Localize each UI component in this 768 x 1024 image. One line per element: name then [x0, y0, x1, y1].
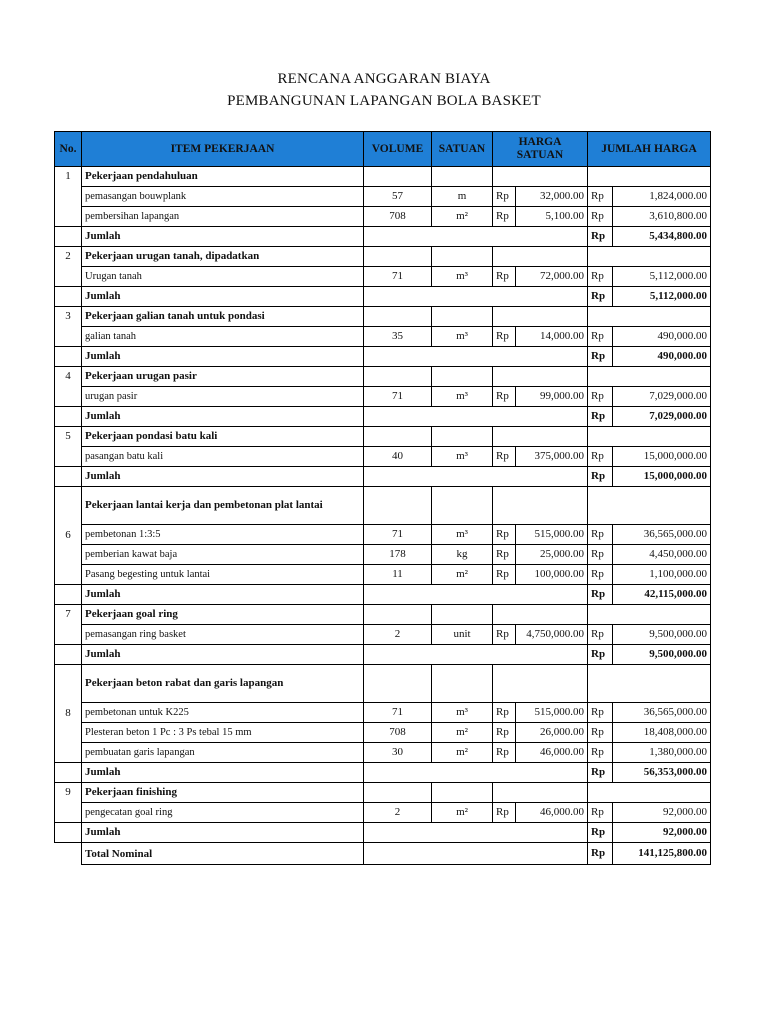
- subtotal-label: Jumlah: [82, 467, 364, 487]
- section-row: [55, 783, 711, 803]
- item-satuan: m: [432, 187, 493, 207]
- item-row: [55, 327, 711, 347]
- empty-cell: [364, 843, 588, 865]
- currency-label: Rp: [588, 407, 613, 427]
- item-jumlah-harga: 92,000.00: [613, 803, 711, 823]
- item-volume: 2: [364, 803, 432, 823]
- currency-label: Rp: [588, 723, 613, 743]
- item-harga-satuan: 46,000.00: [516, 803, 588, 823]
- header-item: ITEM PEKERJAAN: [82, 132, 364, 167]
- subtotal-row: [55, 763, 711, 783]
- section-row: [55, 367, 711, 387]
- item-harga-satuan: 46,000.00: [516, 743, 588, 763]
- currency-label: Rp: [588, 545, 613, 565]
- header-satuan: SATUAN: [432, 132, 493, 167]
- section-title: Pekerjaan pendahuluan: [82, 167, 364, 187]
- item-name: galian tanah: [82, 327, 364, 347]
- item-volume: 708: [364, 207, 432, 227]
- item-name: pembersihan lapangan: [82, 207, 364, 227]
- grand-total-label: Total Nominal: [82, 843, 364, 865]
- empty-cell: [364, 487, 432, 525]
- item-jumlah-harga: 3,610,800.00: [613, 207, 711, 227]
- currency-label: Rp: [493, 703, 516, 723]
- subtotal-row: [55, 467, 711, 487]
- empty-cell: [432, 247, 493, 267]
- table-body: [55, 167, 711, 865]
- currency-label: Rp: [588, 843, 613, 865]
- currency-label: Rp: [588, 187, 613, 207]
- item-volume: 2: [364, 625, 432, 645]
- title-line-2: PEMBANGUNAN LAPANGAN BOLA BASKET: [227, 93, 541, 109]
- section-title: Pekerjaan beton rabat dan garis lapangan: [82, 665, 364, 703]
- section-row: [55, 487, 711, 525]
- empty-cell: [364, 287, 588, 307]
- subtotal-value: 7,029,000.00: [613, 407, 711, 427]
- item-satuan: m³: [432, 387, 493, 407]
- currency-label: Rp: [588, 525, 613, 545]
- item-satuan: m²: [432, 723, 493, 743]
- currency-label: Rp: [588, 467, 613, 487]
- subtotal-label: Jumlah: [82, 645, 364, 665]
- currency-label: Rp: [588, 803, 613, 823]
- item-jumlah-harga: 1,824,000.00: [613, 187, 711, 207]
- subtotal-value: 5,112,000.00: [613, 287, 711, 307]
- empty-cell: [55, 823, 82, 843]
- currency-label: Rp: [588, 287, 613, 307]
- item-jumlah-harga: 36,565,000.00: [613, 525, 711, 545]
- item-jumlah-harga: 9,500,000.00: [613, 625, 711, 645]
- subtotal-label: Jumlah: [82, 287, 364, 307]
- currency-label: Rp: [588, 823, 613, 843]
- empty-cell: [364, 645, 588, 665]
- empty-cell: [55, 645, 82, 665]
- item-name: pemberian kawat baja: [82, 545, 364, 565]
- empty-cell: [364, 783, 432, 803]
- item-row: [55, 803, 711, 823]
- item-jumlah-harga: 18,408,000.00: [613, 723, 711, 743]
- empty-cell: [432, 665, 493, 703]
- empty-cell: [588, 487, 711, 525]
- item-jumlah-harga: 7,029,000.00: [613, 387, 711, 407]
- section-title: Pekerjaan pondasi batu kali: [82, 427, 364, 447]
- empty-cell: [364, 585, 588, 605]
- subtotal-value: 9,500,000.00: [613, 645, 711, 665]
- item-satuan: m³: [432, 525, 493, 545]
- item-harga-satuan: 32,000.00: [516, 187, 588, 207]
- currency-label: Rp: [493, 207, 516, 227]
- item-row: [55, 387, 711, 407]
- item-jumlah-harga: 1,100,000.00: [613, 565, 711, 585]
- item-name: Pasang begesting untuk lantai: [82, 565, 364, 585]
- empty-cell: [432, 783, 493, 803]
- item-row: [55, 207, 711, 227]
- item-satuan: m³: [432, 703, 493, 723]
- item-harga-satuan: 100,000.00: [516, 565, 588, 585]
- item-harga-satuan: 515,000.00: [516, 703, 588, 723]
- empty-cell: [364, 367, 432, 387]
- item-satuan: m²: [432, 743, 493, 763]
- empty-cell: [364, 665, 432, 703]
- currency-label: Rp: [493, 545, 516, 565]
- item-name: pembetonan 1:3:5: [82, 525, 364, 545]
- section-number: 4: [55, 367, 82, 407]
- empty-cell: [493, 665, 588, 703]
- item-volume: 71: [364, 525, 432, 545]
- currency-label: Rp: [588, 207, 613, 227]
- item-satuan: m²: [432, 207, 493, 227]
- empty-cell: [364, 427, 432, 447]
- section-title: Pekerjaan finishing: [82, 783, 364, 803]
- header-jumlah-harga: JUMLAH HARGA: [588, 132, 711, 167]
- empty-cell: [55, 287, 82, 307]
- subtotal-value: 490,000.00: [613, 347, 711, 367]
- section-title: Pekerjaan galian tanah untuk pondasi: [82, 307, 364, 327]
- subtotal-row: [55, 227, 711, 247]
- item-volume: 57: [364, 187, 432, 207]
- subtotal-row: [55, 287, 711, 307]
- currency-label: Rp: [588, 387, 613, 407]
- item-jumlah-harga: 1,380,000.00: [613, 743, 711, 763]
- section-title: Pekerjaan lantai kerja dan pembetonan plat lantai: [82, 487, 364, 525]
- section-number: 6: [55, 487, 82, 585]
- header-no: No.: [55, 132, 82, 167]
- grand-total-value: 141,125,800.00: [613, 843, 711, 865]
- empty-cell: [493, 367, 588, 387]
- empty-cell: [55, 763, 82, 783]
- item-name: pemasangan ring basket: [82, 625, 364, 645]
- item-row: [55, 703, 711, 723]
- empty-cell: [588, 605, 711, 625]
- empty-cell: [55, 585, 82, 605]
- currency-label: Rp: [493, 327, 516, 347]
- item-harga-satuan: 515,000.00: [516, 525, 588, 545]
- item-satuan: unit: [432, 625, 493, 645]
- item-harga-satuan: 14,000.00: [516, 327, 588, 347]
- grand-total-row: [55, 843, 711, 865]
- empty-cell: [364, 307, 432, 327]
- item-row: [55, 187, 711, 207]
- empty-cell: [432, 487, 493, 525]
- empty-cell: [55, 467, 82, 487]
- item-harga-satuan: 375,000.00: [516, 447, 588, 467]
- item-satuan: m³: [432, 327, 493, 347]
- empty-cell: [55, 347, 82, 367]
- section-title: Pekerjaan goal ring: [82, 605, 364, 625]
- item-volume: 71: [364, 703, 432, 723]
- currency-label: Rp: [588, 227, 613, 247]
- subtotal-row: [55, 585, 711, 605]
- empty-cell: [588, 367, 711, 387]
- currency-label: Rp: [493, 267, 516, 287]
- empty-cell: [432, 427, 493, 447]
- item-harga-satuan: 5,100.00: [516, 207, 588, 227]
- section-number: 3: [55, 307, 82, 347]
- subtotal-label: Jumlah: [82, 347, 364, 367]
- section-number: 5: [55, 427, 82, 467]
- item-name: pemasangan bouwplank: [82, 187, 364, 207]
- subtotal-value: 15,000,000.00: [613, 467, 711, 487]
- section-row: [55, 307, 711, 327]
- currency-label: Rp: [588, 625, 613, 645]
- currency-label: Rp: [588, 703, 613, 723]
- empty-cell: [364, 407, 588, 427]
- item-volume: 708: [364, 723, 432, 743]
- currency-label: Rp: [493, 387, 516, 407]
- empty-cell: [364, 823, 588, 843]
- item-harga-satuan: 4,750,000.00: [516, 625, 588, 645]
- section-row: [55, 605, 711, 625]
- currency-label: Rp: [588, 327, 613, 347]
- item-row: [55, 525, 711, 545]
- item-satuan: m²: [432, 565, 493, 585]
- currency-label: Rp: [588, 585, 613, 605]
- item-satuan: kg: [432, 545, 493, 565]
- item-volume: 71: [364, 387, 432, 407]
- item-row: [55, 447, 711, 467]
- document-title: [0, 68, 768, 112]
- currency-label: Rp: [588, 267, 613, 287]
- empty-cell: [55, 227, 82, 247]
- empty-cell: [493, 487, 588, 525]
- budget-table: [54, 131, 711, 865]
- item-harga-satuan: 72,000.00: [516, 267, 588, 287]
- subtotal-value: 42,115,000.00: [613, 585, 711, 605]
- subtotal-label: Jumlah: [82, 823, 364, 843]
- empty-cell: [364, 347, 588, 367]
- empty-cell: [493, 783, 588, 803]
- section-row: [55, 427, 711, 447]
- table-header-row: [55, 132, 711, 167]
- item-name: pasangan batu kali: [82, 447, 364, 467]
- currency-label: Rp: [588, 763, 613, 783]
- currency-label: Rp: [493, 447, 516, 467]
- item-jumlah-harga: 490,000.00: [613, 327, 711, 347]
- item-row: [55, 545, 711, 565]
- subtotal-label: Jumlah: [82, 407, 364, 427]
- currency-label: Rp: [588, 743, 613, 763]
- item-volume: 71: [364, 267, 432, 287]
- section-title: Pekerjaan urugan pasir: [82, 367, 364, 387]
- empty-cell: [364, 227, 588, 247]
- empty-cell: [588, 167, 711, 187]
- header-volume: VOLUME: [364, 132, 432, 167]
- subtotal-row: [55, 645, 711, 665]
- item-name: Plesteran beton 1 Pc : 3 Ps tebal 15 mm: [82, 723, 364, 743]
- empty-cell: [364, 467, 588, 487]
- item-name: Urugan tanah: [82, 267, 364, 287]
- item-row: [55, 723, 711, 743]
- subtotal-value: 92,000.00: [613, 823, 711, 843]
- item-jumlah-harga: 4,450,000.00: [613, 545, 711, 565]
- item-row: [55, 267, 711, 287]
- item-satuan: m³: [432, 267, 493, 287]
- empty-cell: [432, 367, 493, 387]
- subtotal-label: Jumlah: [82, 763, 364, 783]
- item-harga-satuan: 25,000.00: [516, 545, 588, 565]
- item-volume: 30: [364, 743, 432, 763]
- empty-cell: [493, 167, 588, 187]
- empty-cell: [55, 843, 82, 865]
- item-jumlah-harga: 36,565,000.00: [613, 703, 711, 723]
- subtotal-label: Jumlah: [82, 227, 364, 247]
- item-volume: 35: [364, 327, 432, 347]
- empty-cell: [588, 427, 711, 447]
- section-row: [55, 665, 711, 703]
- empty-cell: [493, 307, 588, 327]
- item-harga-satuan: 26,000.00: [516, 723, 588, 743]
- section-number: 2: [55, 247, 82, 287]
- item-volume: 11: [364, 565, 432, 585]
- currency-label: Rp: [588, 565, 613, 585]
- empty-cell: [588, 783, 711, 803]
- subtotal-value: 5,434,800.00: [613, 227, 711, 247]
- item-row: [55, 743, 711, 763]
- item-satuan: m²: [432, 803, 493, 823]
- section-row: [55, 167, 711, 187]
- subtotal-label: Jumlah: [82, 585, 364, 605]
- empty-cell: [55, 407, 82, 427]
- item-name: pengecatan goal ring: [82, 803, 364, 823]
- section-number: 8: [55, 665, 82, 763]
- item-jumlah-harga: 15,000,000.00: [613, 447, 711, 467]
- empty-cell: [493, 247, 588, 267]
- section-row: [55, 247, 711, 267]
- section-number: 9: [55, 783, 82, 823]
- title-line-1: RENCANA ANGGARAN BIAYA: [277, 71, 491, 87]
- section-title: Pekerjaan urugan tanah, dipadatkan: [82, 247, 364, 267]
- item-row: [55, 625, 711, 645]
- currency-label: Rp: [493, 565, 516, 585]
- subtotal-value: 56,353,000.00: [613, 763, 711, 783]
- item-volume: 178: [364, 545, 432, 565]
- currency-label: Rp: [588, 347, 613, 367]
- currency-label: Rp: [588, 645, 613, 665]
- empty-cell: [432, 307, 493, 327]
- empty-cell: [588, 307, 711, 327]
- currency-label: Rp: [493, 525, 516, 545]
- empty-cell: [364, 247, 432, 267]
- currency-label: Rp: [493, 743, 516, 763]
- section-number: 1: [55, 167, 82, 227]
- item-jumlah-harga: 5,112,000.00: [613, 267, 711, 287]
- currency-label: Rp: [493, 803, 516, 823]
- empty-cell: [432, 605, 493, 625]
- subtotal-row: [55, 407, 711, 427]
- section-number: 7: [55, 605, 82, 645]
- currency-label: Rp: [493, 187, 516, 207]
- item-name: urugan pasir: [82, 387, 364, 407]
- currency-label: Rp: [493, 625, 516, 645]
- item-row: [55, 565, 711, 585]
- empty-cell: [493, 605, 588, 625]
- currency-label: Rp: [493, 723, 516, 743]
- item-harga-satuan: 99,000.00: [516, 387, 588, 407]
- item-volume: 40: [364, 447, 432, 467]
- empty-cell: [588, 247, 711, 267]
- empty-cell: [432, 167, 493, 187]
- subtotal-row: [55, 347, 711, 367]
- item-name: pembuatan garis lapangan: [82, 743, 364, 763]
- empty-cell: [493, 427, 588, 447]
- subtotal-row: [55, 823, 711, 843]
- empty-cell: [364, 763, 588, 783]
- item-satuan: m³: [432, 447, 493, 467]
- empty-cell: [364, 605, 432, 625]
- item-name: pembetonan untuk K225: [82, 703, 364, 723]
- header-harga-satuan: HARGA SATUAN: [493, 132, 588, 167]
- empty-cell: [588, 665, 711, 703]
- empty-cell: [364, 167, 432, 187]
- currency-label: Rp: [588, 447, 613, 467]
